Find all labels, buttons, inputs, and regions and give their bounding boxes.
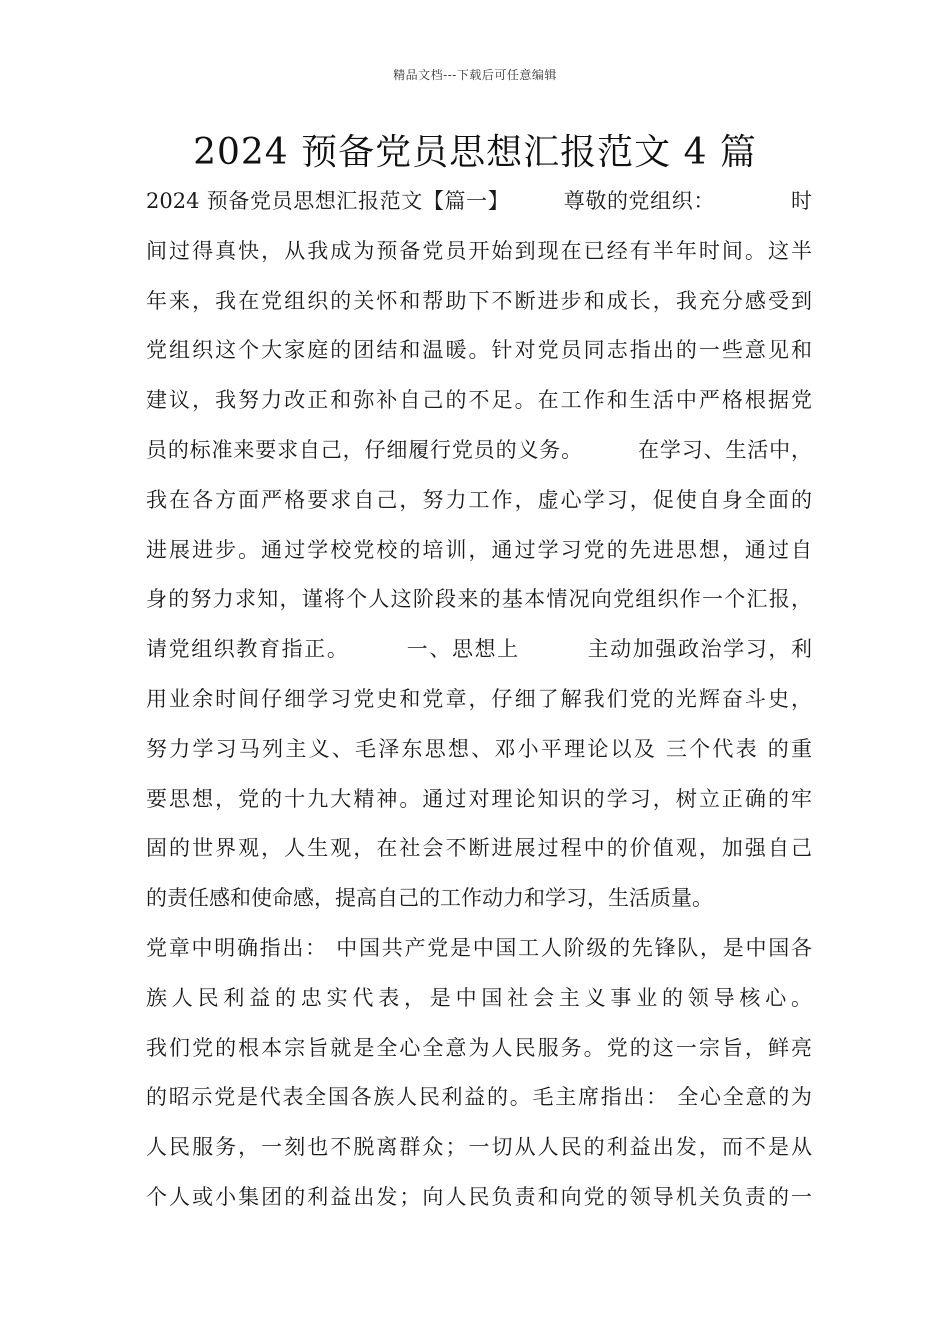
body-line: 党章中明确指出： 中国共产党是中国工人阶级的先锋队，是中国各 bbox=[146, 935, 812, 960]
body-line: 我们党的根本宗旨就是全心全意为人民服务。党的这一宗旨，鲜亮 bbox=[146, 1035, 812, 1060]
body-line: 个人或小集团的利益出发；向人民负责和向党的领导机关负责的一 bbox=[146, 1184, 812, 1209]
body-line: 用业余时间仔细学习党史和党章，仔细了解我们党的光辉奋斗史， bbox=[146, 686, 812, 711]
document-body bbox=[146, 180, 812, 1226]
body-line: 的责任感和使命感，提高自己的工作动力和学习，生活质量。 bbox=[146, 886, 713, 911]
body-line: 2024 预备党员思想汇报范文【篇一】 尊敬的党组织： 时 bbox=[146, 189, 812, 213]
body-line: 的昭示党是代表全国各族人民利益的。毛主席指出： 全心全意的为 bbox=[146, 1085, 812, 1110]
body-line: 员的标准来要求自己，仔细履行党员的义务。 在学习、生活中， bbox=[146, 437, 812, 462]
body-line: 族人民利益的忠实代表，是中国社会主义事业的领导核心。 bbox=[146, 985, 812, 1010]
body-line: 请党组织教育指正。 一、思想上 主动加强政治学习，利 bbox=[146, 637, 812, 662]
body-line: 建议，我努力改正和弥补自己的不足。在工作和生活中严格根据党 bbox=[146, 388, 812, 413]
document-title: 2024 预备党员思想汇报范文 4 篇 bbox=[193, 132, 757, 173]
header-note: 精品文档---下载后可任意编辑 bbox=[393, 68, 557, 82]
body-line: 身的努力求知，谨将个人这阶段来的基本情况向党组织作一个汇报， bbox=[146, 587, 812, 612]
body-line: 固的世界观，人生观，在社会不断进展过程中的价值观，加强自己 bbox=[146, 836, 812, 861]
body-line: 要思想，党的十九大精神。通过对理论知识的学习，树立正确的牢 bbox=[146, 786, 812, 811]
body-line: 我在各方面严格要求自己，努力工作，虚心学习，促使自身全面的 bbox=[146, 487, 812, 512]
body-line: 努力学习马列主义、毛泽东思想、邓小平理论以及 三个代表 的重 bbox=[146, 736, 812, 761]
body-line: 间过得真快，从我成为预备党员开始到现在已经有半年时间。这半 bbox=[146, 238, 812, 263]
body-line: 党组织这个大家庭的团结和温暖。针对党员同志指出的一些意见和 bbox=[146, 338, 812, 363]
body-line: 年来，我在党组织的关怀和帮助下不断进步和成长，我充分感受到 bbox=[146, 288, 812, 313]
body-line: 进展进步。通过学校党校的培训，通过学习党的先进思想，通过自 bbox=[146, 537, 812, 562]
body-line: 人民服务，一刻也不脱离群众；一切从人民的利益出发，而不是从 bbox=[146, 1135, 812, 1160]
